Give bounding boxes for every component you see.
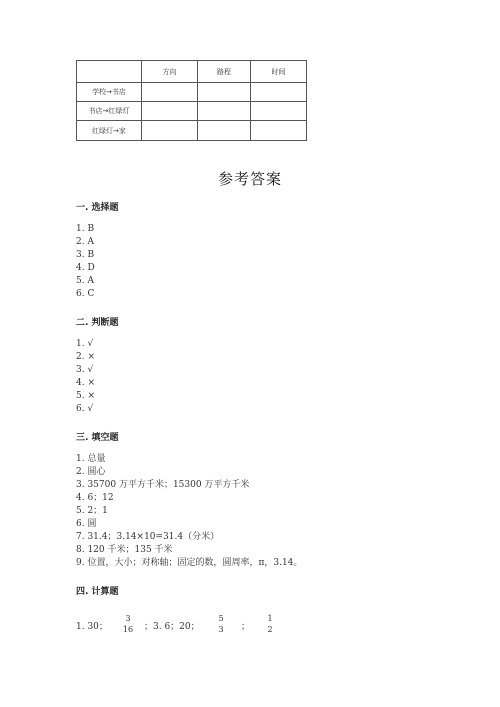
answer-line: 2. × — [76, 352, 95, 362]
table-header-cell: 方向 — [142, 61, 198, 83]
route-table — [76, 60, 307, 141]
answer-line: 4. D — [76, 263, 95, 273]
fraction-numerator: 3 — [125, 614, 131, 623]
answer-line: 5. A — [76, 276, 94, 286]
fraction-numerator: 5 — [218, 614, 224, 623]
section-heading-fill-in: 三. 填空题 — [76, 433, 119, 443]
table-row — [77, 83, 307, 102]
answer-line: 3. 35700 万平方千米；15300 万平方千米 — [76, 480, 250, 490]
section-heading-calculation: 四. 计算题 — [76, 587, 119, 597]
calc-middle: ；3. 6；20； — [144, 622, 200, 632]
answer-line: 2. 圆心 — [76, 467, 106, 477]
answer-line: 3. B — [76, 250, 95, 260]
fraction-denominator: 2 — [267, 625, 273, 634]
answer-line: 1. 总量 — [76, 454, 106, 464]
answer-line: 6. C — [76, 289, 95, 299]
section-heading-judgement: 二. 判断题 — [76, 318, 119, 328]
table-header-row — [77, 61, 307, 83]
answer-line: 4. × — [76, 378, 95, 388]
answer-line: 6. 圆 — [76, 519, 97, 529]
table-row — [77, 102, 307, 121]
calc-prefix: 1. 30； — [76, 622, 108, 632]
table-cell — [198, 102, 251, 121]
fraction-numerator: 1 — [267, 614, 273, 623]
table-row — [77, 121, 307, 141]
table-cell: 书店→红绿灯 — [77, 102, 142, 121]
table-cell — [198, 83, 251, 102]
table-cell: 学校→书店 — [77, 83, 142, 102]
fraction — [211, 613, 231, 635]
answer-line: 3. √ — [76, 365, 94, 375]
answer-line: 4. 6；12 — [76, 493, 114, 503]
table-cell — [142, 83, 198, 102]
calc-separator: ； — [241, 622, 251, 632]
section-heading-choice: 一. 选择题 — [76, 203, 119, 213]
answer-line: 7. 31.4；3.14×10=31.4（分米） — [76, 532, 220, 542]
answer-line: 1. √ — [76, 339, 94, 349]
fraction — [260, 613, 280, 635]
table-header-cell: 时间 — [251, 61, 307, 83]
page-title: 参考答案 — [217, 170, 282, 188]
table-cell — [251, 102, 307, 121]
table-cell — [251, 83, 307, 102]
table-cell — [198, 121, 251, 141]
table-header-cell — [77, 61, 142, 83]
table-cell: 红绿灯→家 — [77, 121, 142, 141]
answer-line: 9. 位置，大小；对称轴；固定的数，圆周率，π，3.14。 — [76, 558, 303, 568]
table-cell — [142, 121, 198, 141]
answer-line: 2. A — [76, 237, 94, 247]
fraction — [118, 613, 138, 635]
fraction-denominator: 16 — [122, 625, 134, 634]
table-cell — [142, 102, 198, 121]
fraction-denominator: 3 — [218, 625, 224, 634]
answer-line: 6. √ — [76, 404, 94, 414]
answer-line: 1. B — [76, 224, 95, 234]
table-cell — [251, 121, 307, 141]
answer-line: 8. 120 千米；135 千米 — [76, 545, 173, 555]
table-header-cell: 路程 — [198, 61, 251, 83]
answer-line: 5. 2；1 — [76, 506, 108, 516]
answer-line: 5. × — [76, 391, 95, 401]
calculation-answer — [76, 613, 376, 639]
